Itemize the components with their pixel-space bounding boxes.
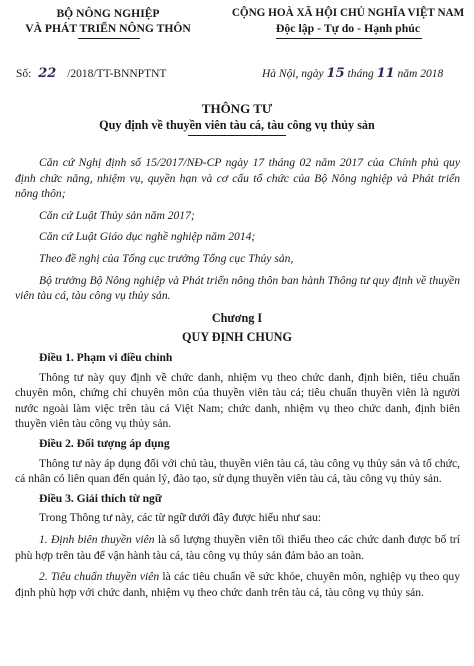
handwritten-day: 15	[326, 66, 345, 81]
definition-2	[15, 569, 460, 600]
date-prefix: Hà Nội, ngày	[262, 68, 324, 80]
articles	[15, 350, 460, 600]
article-2-text: Thông tư này áp dụng đối với chủ tàu, thuyền viên tàu cá, tàu công vụ thủy sản và tổ chức, cá nhân có liên quan đến quản lý, đào tạo, sử dụng thuyền viên tàu cá, tàu công vụ thủy sản.	[15, 456, 460, 486]
article-2-heading: Điều 2. Đối tượng áp dụng	[39, 436, 170, 450]
country-name: CỘNG HOÀ XÃ HỘI CHỦ NGHĨA VIỆT NAM	[231, 7, 465, 19]
number-suffix: /2018/TT-BNNPTNT	[67, 68, 167, 80]
motto-underline	[276, 38, 422, 39]
number-prefix: Số:	[16, 68, 32, 80]
article-1-text: Thông tư này quy định về chức danh, nhiệm vụ theo chức danh, định biên, tiêu chuẩn chuyên môn, chứng chỉ chuyên môn của thuyền viên tàu cá; tiêu chuẩn thuyền viên là người nước ngoài làm việc trên tàu cá Việt Nam; chức danh, nhiệm vụ theo chức danh, định biên thuyền viên tàu công vụ thủy sản.	[15, 370, 460, 431]
definition-1-text: là số lượng thuyền viên tối thiểu theo các chức danh được bố trí phù hợp trên tàu để vận hành tàu cá, tàu công vụ thủy sản đảm bảo an toàn.	[15, 532, 460, 562]
agency-line-2: VÀ PHÁT TRIỂN NÔNG THÔN	[25, 22, 191, 35]
issuing-agency	[8, 6, 208, 36]
agency-line-1: BỘ NÔNG NGHIỆP	[56, 7, 160, 20]
preamble-proposal: Theo đề nghị của Tổng cục trưởng Tổng cục Thủy sản,	[39, 251, 294, 265]
national-title	[226, 6, 470, 36]
handwritten-month: 11	[376, 66, 395, 81]
document-type: THÔNG TƯ	[201, 101, 273, 116]
handwritten-number: 22	[38, 66, 57, 81]
definition-2-term: 2. Tiêu chuẩn thuyền viên	[39, 570, 160, 584]
national-motto: Độc lập - Tự do - Hạnh phúc	[275, 21, 421, 35]
chapter-title: QUY ĐỊNH CHUNG	[182, 330, 292, 344]
preamble-basis-education-law: Căn cứ Luật Giáo dục nghề nghiệp năm 2014;	[39, 230, 256, 244]
preamble-basis-decree: Căn cứ Nghị định số 15/2017/NĐ-CP ngày 17 tháng 02 năm 2017 của Chính phủ quy định chức năng, nhiệm vụ, quyền hạn và cơ cấu tổ chức của Bộ Nông nghiệp và Phát triển nông thôn;	[15, 156, 460, 201]
chapter-label: Chương I	[211, 311, 263, 325]
preamble-enactment: Bộ trưởng Bộ Nông nghiệp và Phát triển nông thôn ban hành Thông tư quy định về thuyền viên tàu cá, tàu công vụ thủy sản.	[15, 273, 460, 303]
date-month-label: tháng	[347, 68, 374, 80]
definition-1	[15, 532, 460, 563]
subject-underline	[188, 135, 286, 136]
article-3-heading: Điều 3. Giải thích từ ngữ	[39, 491, 162, 505]
definition-1-term: 1. Định biên thuyền viên	[39, 532, 155, 546]
preamble	[15, 155, 460, 304]
issue-date	[262, 66, 443, 81]
definition-2-text: là các tiêu chuẩn về sức khỏe, chuyên môn, nghiệp vụ theo quy định phù hợp với chức danh, nhiệm vụ theo chức danh trên tàu cá, tàu công vụ thủy sản.	[15, 570, 460, 599]
document-number	[16, 66, 166, 81]
date-year: năm 2018	[397, 68, 444, 80]
article-3-text: Trong Thông tư này, các từ ngữ dưới đây được hiểu như sau:	[39, 511, 322, 525]
preamble-basis-fisheries-law: Căn cứ Luật Thủy sản năm 2017;	[39, 208, 195, 222]
article-1-heading: Điều 1. Phạm vi điều chỉnh	[39, 351, 173, 364]
agency-underline	[78, 38, 140, 39]
document-subject: Quy định về thuyền viên tàu cá, tàu công vụ thủy sản	[99, 118, 375, 132]
